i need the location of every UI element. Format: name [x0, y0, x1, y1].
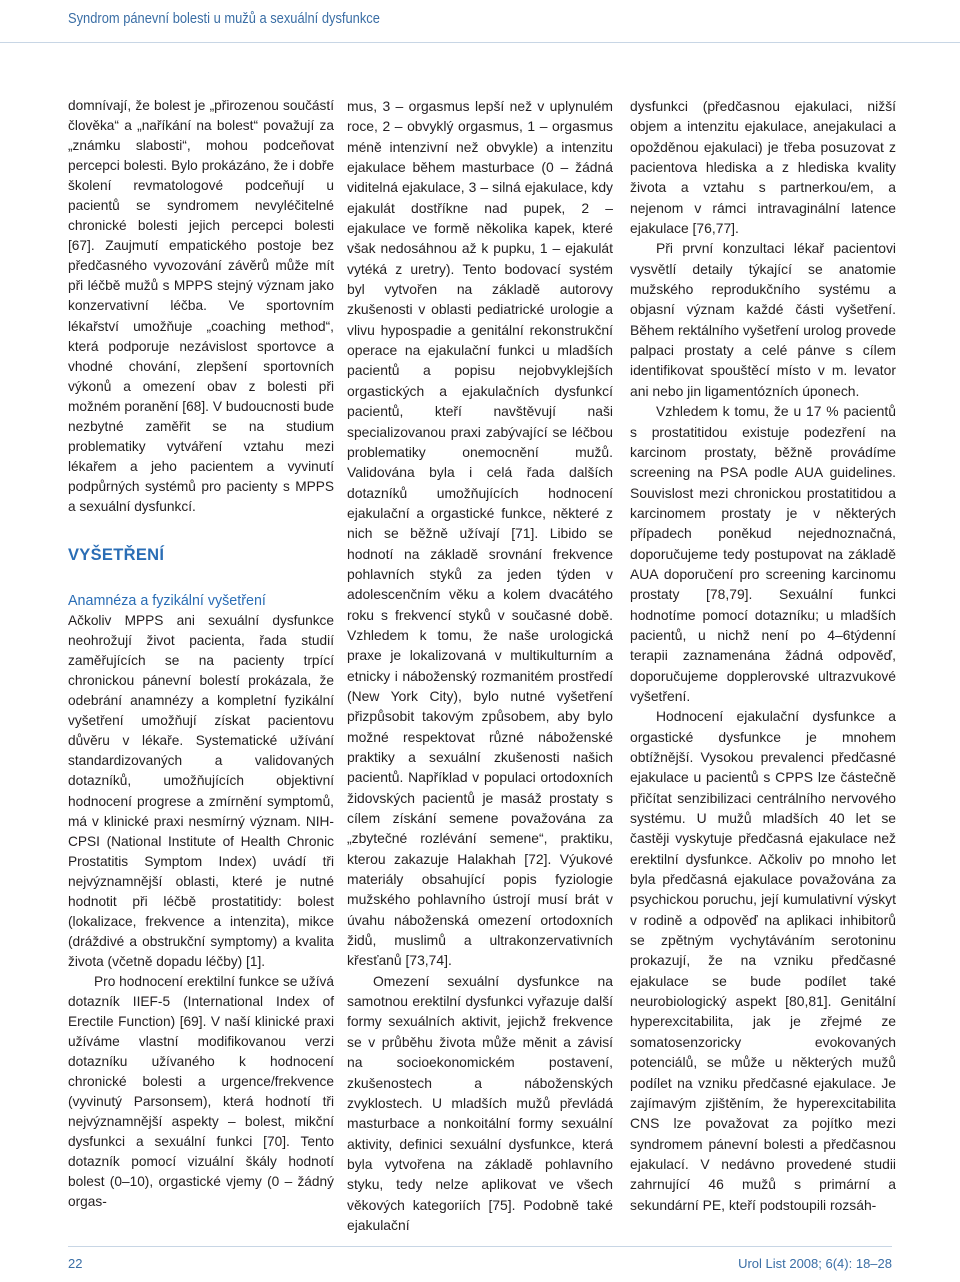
- paragraph: Při první konzultaci lékař pacientovi vysvětlí detaily týkající se anatomie mužského reprodukčního systému a objasní význam každé části vyšetření. Během rektálního vyšetření urolog provede palpaci prostaty a celé pánve s cílem identifikovat spouštěcí místo v m. levator ani nebo jin ligamentózních úponech.: [630, 240, 896, 399]
- page-number: 22: [68, 1256, 83, 1271]
- paragraph: Vzhledem k tomu, že u 17 % pacientů s prostatitidou existuje podezření na karcinom prostaty, běžně provádíme screening na PSA podle AUA guidelines. Souvislost mezi chronickou prostatitidou a karcinomem prostaty je v některých případech poněkud nejednoznačná, doporučujeme tedy postupovat na základě AUA doporučení pro screening karcinomu prostaty [78,79]. Sexuální funkci hodnotíme pomocí dotazníku; u mladších pacientů, u nichž není po 4–6týdenní terapii zaznamenána žádná odpověď, doporučujeme dopplerovské ultrazvukové vyšetření.: [630, 403, 896, 704]
- text-column-2: [347, 96, 613, 1235]
- paragraph: mus, 3 – orgasmus lepší než v uplynulém roce, 2 – obvyklý orgasmus, 1 – orgasmus méně intenzivní než obvykle) a intenzitu ejakulace během masturbace (0 – žádná viditelná ejakulace, 3 – silná ejakulace, kdy ejakulát dostříkne nad pupek, 2 – ejakulace ve formě několika kapek, které však nedosáhnou až k pupku, 1 – ejakulát vytéká z uretry). Tento bodovací systém byl vytvořen na základě autorovy zkušenosti v oblasti pediatrické urologie a vlivu hypospadie a genitální rekonstrukční operace na ejakulační funkci u mladších pacientů a popisu nejobvyklejších orgastických a ejakulačních dysfunkcí pacientů, kteří navštěvují naši specializovanou praxi zabývající se léčbou problematiky onemocnění mužů. Validována byla i celá řada dalších dotazníků umožňujících hodnocení ejakulační a orgastické funkce, některé z nich se běžně užívají [71]. Libido se hodnotí na základě srovnání frekvence pohlavních styků za jeden týden v adolescenčním věku a kolem dvacátého roku s frekvencí styků v současné době. Vzhledem k tomu, že naše urologická praxe je lokalizovaná v multikulturním a etnicky i náboženský rozmanitém prostředí (New York City), bylo nutné vyšetření přizpůsobit takovým způsobem, aby bylo možné respektovat různé náboženské praktiky a sexuální zkušenosti našich pacientů. Například v populaci ortodoxních židovských pacientů je masáž prostaty s cílem získání semene považována za „zbytečné rozlévání semene“, praktiku, kterou zakazuje Halakhah [72]. Výukové materiály obsahující popis fyziologie mužského pohlavního ústrojí musí brát v úvahu náboženská omezení ortodoxních židů, muslimů a ultrakonzervativních křesťanů [73,74].: [347, 98, 613, 969]
- footer-divider: [68, 1246, 892, 1247]
- paragraph: Ačkoliv MPPS ani sexuální dysfunkce neohrožují život pacienta, řada studií zaměřujících se na pacienty trpící chronickou pánevní bolestí prokázala, že odebrání anamnézy a kompletní fyzikální vyšetření umožňují získat pacientovu důvěru v lékaře. Systematické užívání standardizovaných a validovaných dotazníků, umožňujících objektivní hodnocení progrese a zmírnění symptomů, má v klinické praxi nesmírný význam. NIH-CPSI (National Institute of Health Chronic Prostatitis Symptom Index) uvádí tři nejvýznamnější oblasti, které je nutné hodnotit při léčbě prostatitidy: bolest (lokalizace, frekvence a intenzita), mikce (dráždivé a obstrukční symptomy) a kvalita života (včetně dopadu léčby) [1].: [68, 613, 334, 969]
- journal-reference: Urol List 2008; 6(4): 18–28: [738, 1256, 892, 1271]
- paragraph: domnívají, že bolest je „přirozenou součástí člověka“ a „naříkání na bolest“ považují za „známku slabosti“, mohou podceňovat percepci bolesti. Bylo prokázáno, že i dobře školení revmatologové podceňují u pacientů se syndromem nevyléčitelné chronické bolesti jejich percepci bolesti [67]. Zaujmutí empatického postoje bez předčasného vyvozování závěrů může mít při léčbě mužů s MPPS stejný význam jako konzervativní léčba. Ve sportovním lékařství umožňuje „coaching method“, která podporuje nezávislost sportovce a vhodné chování, zlepšení sportovních výkonů a omezení obav z bolesti při možném poranění [68]. V budoucnosti bude nezbytné zaměřit se na studium problematiky vytváření vztahu mezi lékařem a jeho pacientem a vyvinutí podpůrných systémů pro pacienty s MPPS a sexuální dysfunkcí.: [68, 98, 334, 514]
- running-title: Syndrom pánevní bolesti u mužů a sexuální dysfunkce: [68, 10, 380, 27]
- paragraph: dysfunkci (předčasnou ejakulaci, nižší objem a intenzitu ejakulace, anejakulaci a opožděnou ejakulaci) je třeba posuzovat z pacientova hlediska a z hlediska kvality života a vztahu s partnerkou/em, a nejenom v rámci intravaginální latence ejakulace [76,77].: [630, 98, 896, 237]
- section-heading: VYŠETŘENÍ: [68, 545, 165, 564]
- paragraph: Pro hodnocení erektilní funkce se užívá dotazník IIEF-5 (International Index of Erectile Function) [69]. V naší klinické praxi užíváme vlastní modifikovanou verzi dotazníku užívaného k hodnocení chronické bolesti a urgence/frekvence (vyvinutý Parsonsem), která hodnotí tři nejvýznamnější aspekty – bolest, mikční dysfunkci a sexuální funkci [70]. Tento dotazník pomocí vizuální škály hodnotí bolest (0–10), orgastické vjemy (0 – žádný orgas-: [68, 973, 334, 1210]
- header-divider: [0, 42, 960, 43]
- text-column-3: [630, 96, 896, 1215]
- paragraph: Hodnocení ejakulační dysfunkce a orgastické dysfunkce je mnohem obtížnější. Vysokou prevalenci předčasné ejakulace u pacientů s CPPS lze částečně přičítat senzibilizaci centrálního nervového systému. U mužů mladších 40 let se častěji vyskytuje předčasná ejakulace než erektilní dysfunkce. Ačkoliv po mnoho let byla předčasná ejakulace považována za psychickou poruchu, její kumulativní výskyt v rodině a odpověď na aplikaci inhibitorů se zpětným vychytáváním serotoninu prokazují, že na vzniku předčasné ejakulace se bude podílet také neurobiologický aspekt [80,81]. Genitální hyperexcitabilita, jak je zřejmé ze somatosenzoricky evokovaných potenciálů, se může u některých mužů podílet na vzniku předčasné ejakulace. Je zajímavým zjištěním, že hyperexcitabilita CNS lze považovat za pojítko mezi syndromem pánevní bolesti a předčasnou ejakulací. V nedávno provedené studii zahrnující 46 mužů s primární a sekundární PE, kteří podstoupili rozsáh-: [630, 708, 896, 1213]
- subsection-heading: Anamnéza a fyzikální vyšetření: [68, 593, 266, 610]
- text-column-1: [68, 96, 334, 1212]
- paragraph: Omezení sexuální dysfunkce na samotnou erektilní dysfunkci vyřazuje další formy sexuálních aktivit, jejichž frekvence se v průběhu života může měnit a závisí na socioekonomickém postavení, zkušenostech a náboženských zvyklostech. U mladších mužů převládá masturbace a nonkoitální formy sexuální aktivity, definici sexuální dysfunkce, která byla vytvořena na základě pohlavního styku, tedy nelze aplikovat ve všech věkových kategoriích [75]. Podobně také ejakulační: [347, 972, 613, 1233]
